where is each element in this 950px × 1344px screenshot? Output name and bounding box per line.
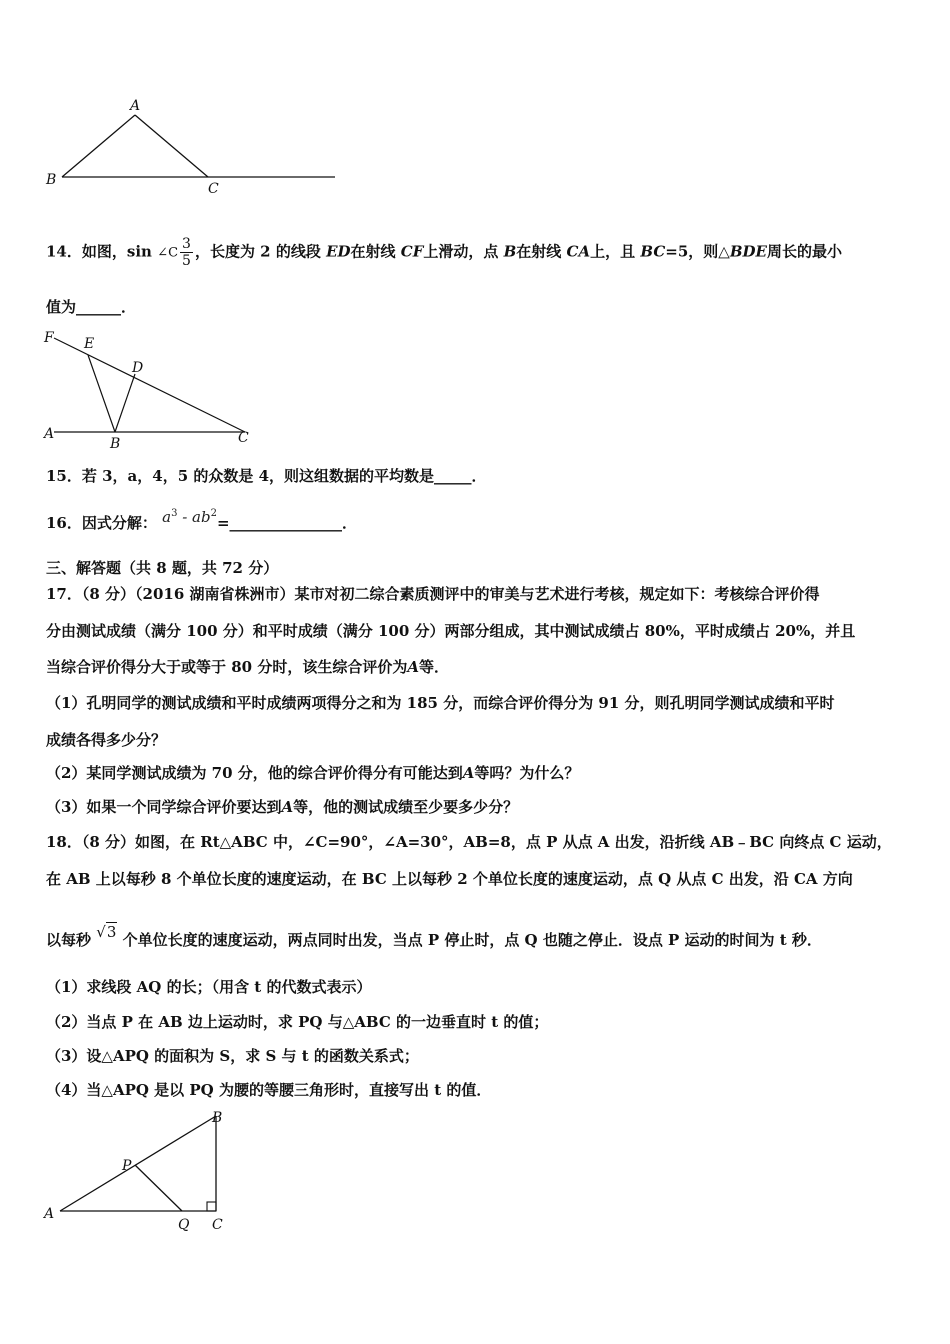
fraction-3-5: $\frac{3}{5}$ — [182, 236, 191, 269]
ray-figure — [40, 330, 270, 450]
q16-line: 16．因式分解： $a^3$ - $ab^2=\_\_\_\_\_\_\_\_\_\_\_\_\_\_\_$． — [46, 508, 358, 532]
q17-line3: 当综合评价得分大于或等于 80 分时，该生综合评价为A等． — [46, 658, 449, 676]
q14-line1: 14．如图，sin ∠C $\frac{3}{5}$ ，长度为 2 的线段 ED在射线 CF上滑动，点 B在射线 CA上，且 BC=5，则△BDE周长的最小 — [46, 236, 842, 269]
sqrt-3: √3 — [96, 923, 117, 941]
triangle-abc-figure — [40, 95, 340, 205]
q18-line3: 以每秒 √3 个单位长度的速度运动，两点同时出发，当点 P 停止时，点 Q 也随之停止．设点 P 运动的时间为 t 秒． — [46, 923, 822, 949]
answer-blank: ______ — [76, 298, 122, 316]
fig18-label-c: C — [212, 1217, 223, 1233]
q17-part2: （2）某同学测试成绩为 70 分，他的综合评价得分有可能达到A等吗？为什么？ — [46, 764, 580, 782]
q18-line1: 18．（8 分）如图，在 Rt△ABC 中，∠C=90°，∠A=30°，AB=8，点 P 从点 A 出发，沿折线 AB﹣BC 向终点 C 运动， — [46, 833, 892, 851]
q17-part3: （3）如果一个同学综合评价要达到A等，他的测试成绩至少要多少分？ — [46, 798, 519, 816]
q17-part1a: （1）孔明同学的测试成绩和平时成绩两项得分之和为 185 分，而综合评价得分为 91 分，则孔明同学测试成绩和平时 — [46, 694, 835, 712]
fig13-label-a: A — [130, 98, 141, 114]
q17-line1: 17．（8 分）（2016 湖南省株洲市）某市对初二综合素质测评中的审美与艺术进行考核，规定如下：考核综合评价得 — [46, 585, 820, 603]
q18-part1: （1）求线段 AQ 的长；（用含 t 的代数式表示） — [46, 978, 372, 996]
fig13-label-c: C — [208, 181, 219, 197]
fig18-label-q: Q — [178, 1217, 190, 1233]
fig18-label-b: B — [212, 1110, 223, 1126]
factorization-formula: $a^3 - ab^2$ — [162, 508, 217, 526]
q18-part3: （3）设△APQ 的面积为 S，求 S 与 t 的函数关系式； — [46, 1047, 419, 1065]
fig18-label-p: P — [122, 1158, 132, 1174]
fig14-label-e: E — [84, 336, 95, 352]
q15-line: 15．若 3，a，4，5 的众数是 4，则这组数据的平均数是_____． — [46, 467, 487, 485]
fig14-label-c: C — [238, 430, 249, 446]
fig18-label-a: A — [44, 1206, 55, 1222]
q18-part2: （2）当点 P 在 AB 边上运动时，求 PQ 与△ABC 的一边垂直时 t 的值； — [46, 1013, 549, 1031]
q18-part4: （4）当△APQ 是以 PQ 为腰的等腰三角形时，直接写出 t 的值． — [46, 1081, 492, 1099]
fig14-label-d: D — [132, 360, 144, 376]
answer-blank: _______________ — [229, 514, 343, 532]
fig14-label-b: B — [110, 436, 121, 450]
q17-line2: 分由测试成绩（满分 100 分）和平时成绩（满分 100 分）两部分组成，其中测试成绩占 80%，平时成绩占 20%，并且 — [46, 622, 856, 640]
fig14-label-f: F — [44, 330, 54, 346]
fig13-label-b: B — [46, 172, 57, 188]
fig14-label-a: A — [44, 426, 55, 442]
q14-line2: 值为______． — [46, 298, 137, 316]
q18-line2: 在 AB 上以每秒 8 个单位长度的速度运动，在 BC 上以每秒 2 个单位长度的速度运动，点 Q 从点 C 出发，沿 CA 方向 — [46, 870, 853, 888]
right-triangle-figure — [40, 1108, 240, 1238]
q17-part1b: 成绩各得多少分？ — [46, 731, 167, 749]
section-title: 三、解答题（共 8 题，共 72 分） — [46, 559, 279, 577]
answer-blank: _____ — [434, 467, 472, 485]
